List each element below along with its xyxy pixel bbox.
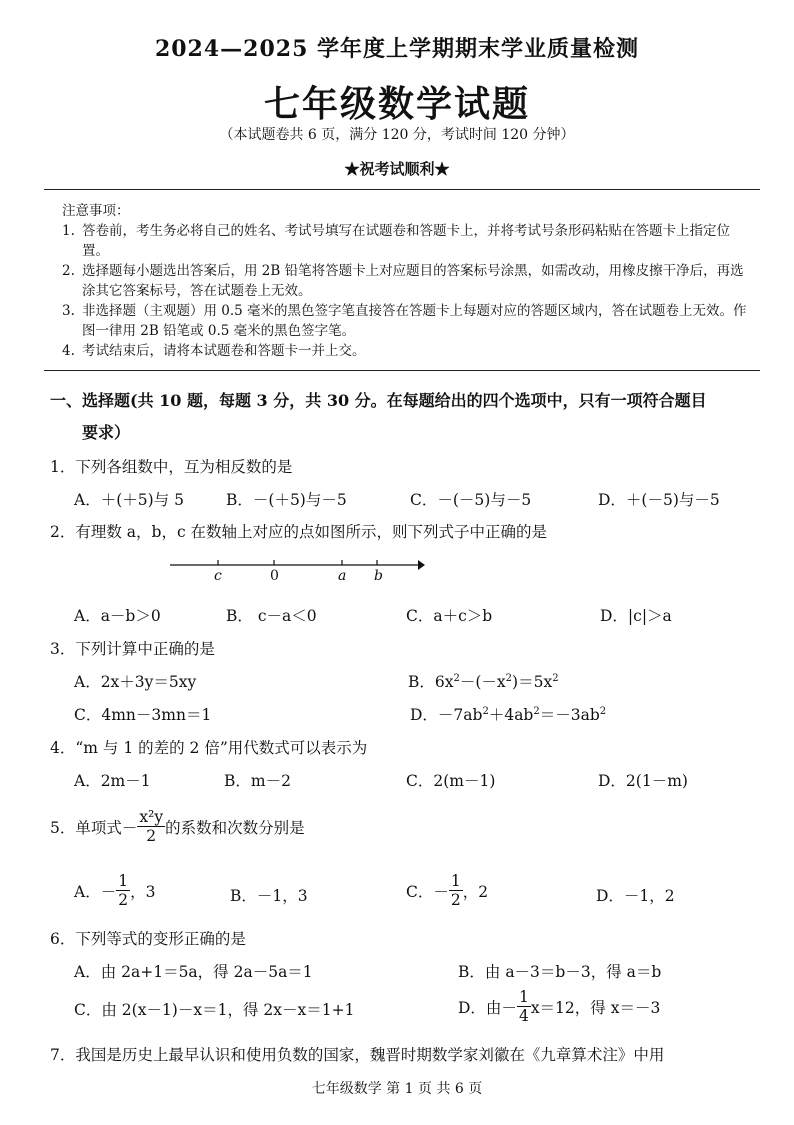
q3-b-exp: 2 [453, 672, 460, 684]
q3-b-exp: 2 [505, 672, 513, 684]
question-4-stem: 4．“m 与 1 的差的 2 倍”用代数式可以表示为 [50, 739, 368, 757]
note-number: 4. [62, 343, 75, 359]
q5-c-numerator: 1 [450, 872, 461, 890]
notes-title: 注意事项： [62, 203, 130, 219]
q3-d-exp: 2 [482, 705, 489, 717]
note-text: 非选择题（主观题）用 0.5 毫米的黑色签字笔直接答在答题卡上每题对应的答题区域内，答在试题卷上无效。作图一律用 2B 铅笔或 0.5 毫米的黑色签字笔。 [82, 303, 747, 339]
question-5-stem [50, 808, 305, 845]
paper-title: 七年级数学试题 [263, 83, 530, 125]
q5-c-fraction [449, 872, 463, 909]
q3-d-exp: 2 [533, 705, 540, 717]
q3-b-part: )＝5x [512, 673, 553, 691]
q4-option-b: B．m－2 [224, 772, 291, 790]
note-item [62, 221, 752, 261]
note-text: 选择题每小题选出答案后，用 2B 铅笔将答题卡上对应题目的答案标号涂黑，如需改动，用橡皮擦干净后，再选涂其它答案标号，答在试题卷上无效。 [82, 263, 744, 299]
q6-d-fraction [517, 988, 531, 1025]
q3-b-part: B．6x [408, 673, 454, 691]
q6-d-post: x＝12，得 x＝－3 [530, 998, 661, 1017]
section-heading: 一、选择题(共 10 题，每题 3 分，共 30 分。在每题给出的四个选项中，只有一项符合题目 [50, 391, 707, 410]
note-item [62, 341, 752, 361]
note-text: 答卷前，考生务必将自己的姓名、考试号填写在试题卷和答题卡上，并将考试号条形码粘贴在答题卡上指定位置。 [82, 223, 730, 259]
q3-d-exp: 2 [599, 705, 607, 717]
note-number: 2. [62, 263, 75, 279]
q5-a-pre: A．－ [74, 882, 117, 901]
q3-b-exp: 2 [552, 672, 559, 684]
q5-denominator: 2 [146, 827, 157, 845]
axis-label-a: a [338, 568, 347, 584]
q3-d-part: D．－7ab [410, 706, 483, 724]
q6-d-numerator: 1 [518, 988, 529, 1006]
section-heading-cont: 要求） [82, 423, 131, 442]
axis-label-zero: 0 [270, 568, 279, 584]
paper-info: （本试题卷共 6 页，满分 120 分，考试时间 120 分钟） [219, 127, 575, 143]
q4-option-a: A．2m－1 [74, 772, 151, 790]
number-line [170, 554, 425, 588]
q3-b-part: －(－x [459, 673, 506, 691]
q3-d-part: ＝－3ab [539, 706, 600, 724]
divider-top [44, 189, 760, 190]
q5-option-a [74, 872, 155, 909]
q6-option-b: B．由 a－3＝b－3，得 a＝b [458, 963, 662, 981]
q5-c-denominator: 2 [450, 891, 461, 909]
q5-stem-post: 的系数和次数分别是 [165, 818, 305, 837]
q6-option-d [458, 988, 660, 1025]
q6-option-c: C．由 2(x－1)－x＝1，得 2x－x＝1+1 [74, 1001, 355, 1019]
q3-option-a: A．2x＋3y＝5xy [74, 673, 197, 691]
q5-c-post: ，2 [462, 882, 489, 901]
q1-option-d: D．＋(－5)与－5 [598, 491, 720, 509]
question-6-stem: 6．下列等式的变形正确的是 [50, 930, 246, 948]
question-1-stem: 1．下列各组数中，互为相反数的是 [50, 458, 293, 476]
q6-d-denominator: 4 [518, 1007, 529, 1025]
q2-option-c: C．a＋c＞b [406, 607, 493, 625]
q5-a-fraction [116, 872, 130, 909]
question-3-stem: 3．下列计算中正确的是 [50, 640, 215, 658]
q5-a-post: ，3 [130, 882, 156, 901]
q1-option-a: A．＋(＋5)与 5 [74, 491, 184, 509]
page-footer: 七年级数学 第 1 页 共 6 页 [311, 1081, 483, 1097]
note-item [62, 261, 752, 301]
notes-box [62, 201, 752, 361]
q2-option-a: A．a－b＞0 [74, 607, 161, 625]
q3-option-b [408, 670, 559, 692]
q1-option-c: C．－(－5)与－5 [410, 491, 532, 509]
axis-label-b: b [374, 568, 383, 584]
good-luck-banner: ★祝考试顺利★ [344, 160, 450, 178]
q5-stem-pre: 5．单项式－ [50, 818, 138, 837]
q3-d-part: ＋4ab [488, 706, 534, 724]
q5-fraction [137, 808, 165, 845]
q5-a-denominator: 2 [118, 891, 129, 909]
q5-c-pre: C．－ [406, 882, 449, 901]
q3-option-c: C．4mn－3mn＝1 [74, 706, 212, 724]
q4-option-c: C．2(m－1) [406, 772, 496, 790]
q6-option-a: A．由 2a+1＝5a，得 2a－5a＝1 [74, 963, 313, 981]
exam-title: 2024—2025 学年度上学期期末学业质量检测 [154, 36, 640, 62]
note-number: 3. [62, 303, 75, 319]
q1-option-b: B．－(＋5)与－5 [226, 491, 347, 509]
q2-option-b: B． c－a＜0 [226, 607, 317, 625]
q2-option-d: D．|c|＞a [600, 607, 672, 625]
q6-d-pre: D．由－ [458, 998, 517, 1017]
q5-option-d: D．－1，2 [596, 887, 675, 905]
note-item [62, 301, 752, 341]
note-text: 考试结束后，请将本试题卷和答题卡一并上交。 [82, 343, 366, 359]
q5-a-numerator: 1 [118, 872, 129, 890]
axis-label-c: c [214, 568, 222, 584]
q4-option-d: D．2(1－m) [598, 772, 688, 790]
q5-option-c [406, 872, 488, 909]
q5-numerator: x²y [139, 808, 164, 826]
question-7-stem: 7．我国是历史上最早认识和使用负数的国家，魏晋时期数学家刘徽在《九章算术注》中用 [50, 1046, 665, 1064]
note-number: 1. [62, 223, 75, 239]
question-2-stem: 2．有理数 a，b，c 在数轴上对应的点如图所示，则下列式子中正确的是 [50, 523, 548, 541]
q5-option-b: B．－1，3 [230, 887, 308, 905]
divider-notes [44, 370, 760, 371]
q3-option-d [410, 703, 606, 725]
number-line-axis [170, 554, 425, 588]
